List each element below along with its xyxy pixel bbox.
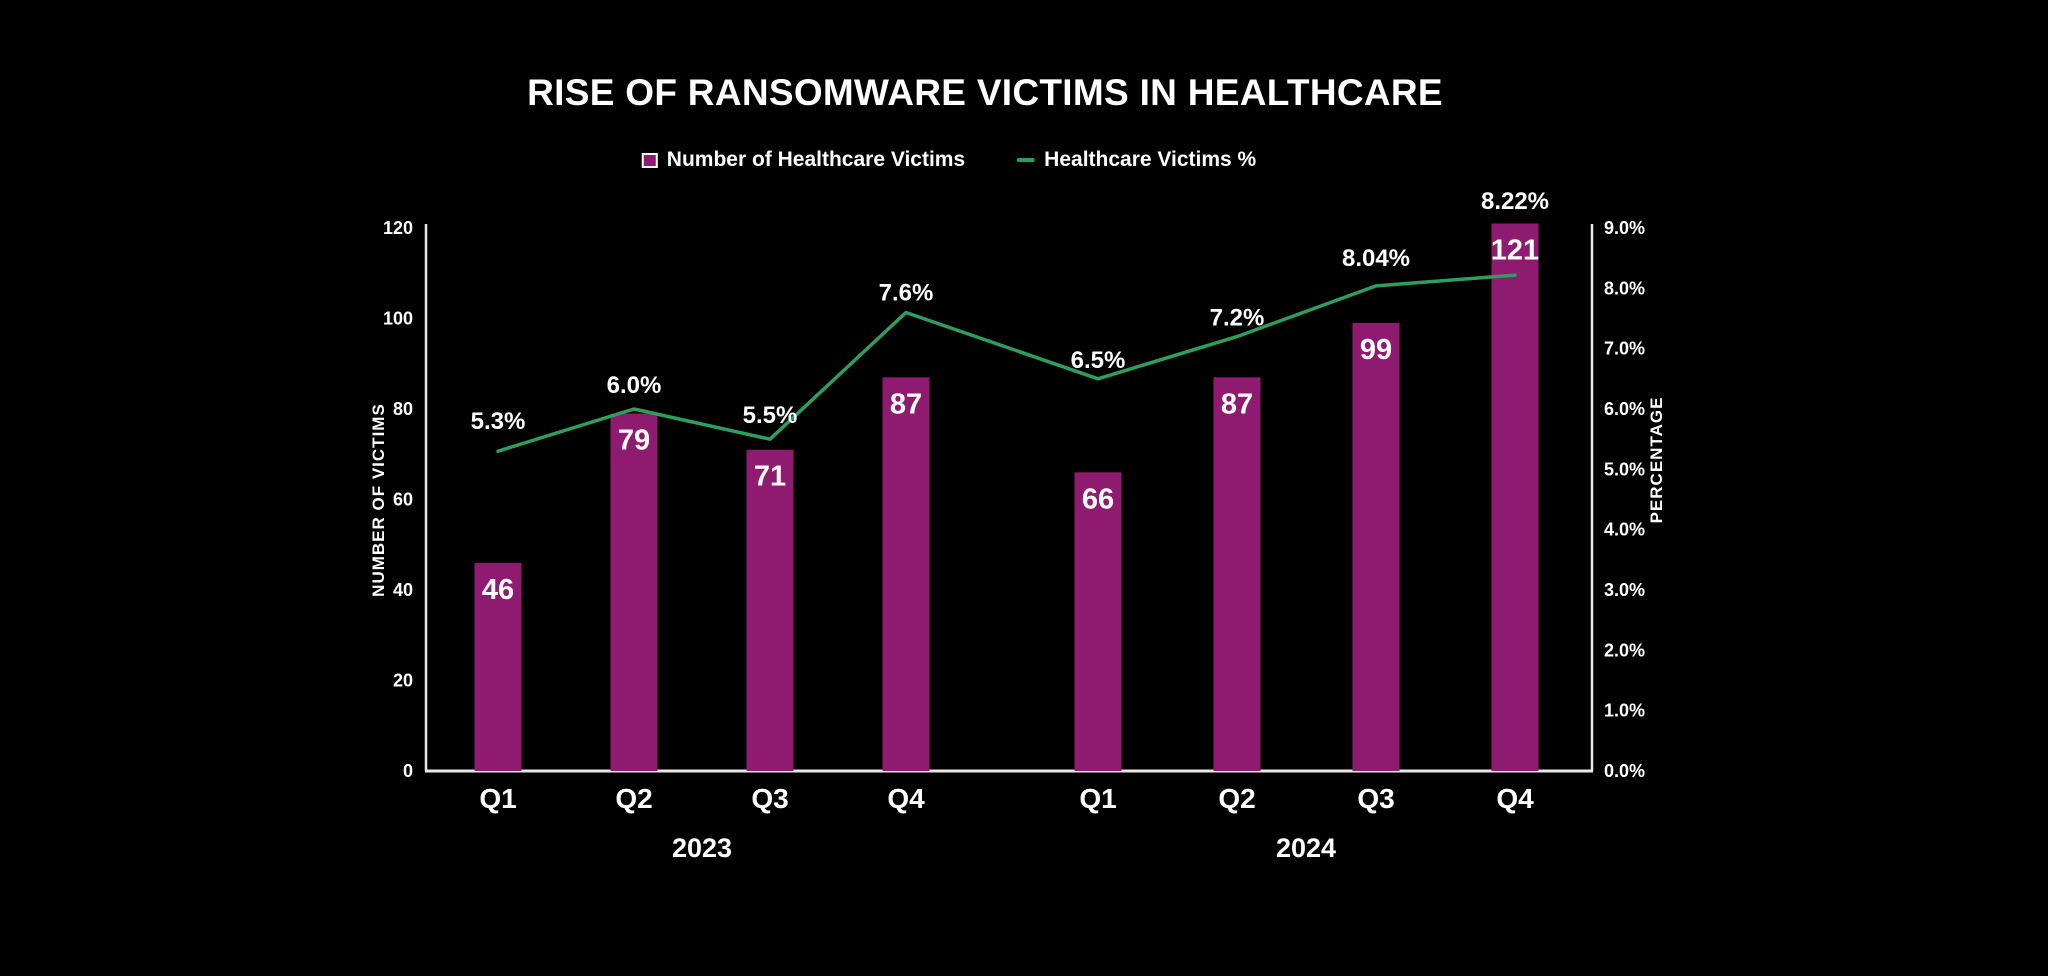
right-axis-tick-label: 2.0% bbox=[1604, 640, 1646, 661]
year-label: 2023 bbox=[671, 833, 733, 863]
victims-bar bbox=[1492, 223, 1539, 771]
quarter-label: Q3 bbox=[751, 783, 789, 814]
quarter-label: Q1 bbox=[479, 783, 517, 814]
bar-value-label: 79 bbox=[617, 424, 651, 457]
victims-bar bbox=[1214, 377, 1261, 771]
year-label: 2024 bbox=[1275, 833, 1337, 863]
legend-label-victims: Number of Healthcare Victims bbox=[666, 148, 966, 171]
left-axis-tick-label: 20 bbox=[392, 670, 413, 691]
quarter-label: Q4 bbox=[887, 783, 925, 814]
quarter-label: Q2 bbox=[615, 783, 653, 814]
right-axis-tick-label: 1.0% bbox=[1604, 700, 1646, 721]
bar-value-label: 121 bbox=[1490, 234, 1540, 267]
left-axis-tick-label: 40 bbox=[392, 580, 413, 600]
right-axis-tick-label: 0.0% bbox=[1604, 761, 1646, 781]
left-axis-tick-label: 0 bbox=[402, 761, 413, 781]
line-point-label: 5.3% bbox=[470, 408, 526, 436]
bar-value-label: 87 bbox=[1220, 388, 1254, 421]
left-axis-tick-label: 80 bbox=[392, 399, 413, 419]
victims-bar bbox=[883, 377, 930, 771]
right-axis-tick-label: 8.0% bbox=[1604, 278, 1646, 299]
bar-value-label: 46 bbox=[481, 573, 515, 606]
victims-bar bbox=[611, 414, 658, 771]
chart-title: RISE OF RANSOMWARE VICTIMS IN HEALTHCARE bbox=[527, 72, 1443, 113]
left-axis-tick-label: 100 bbox=[382, 308, 413, 329]
left-axis-tick-label: 120 bbox=[382, 218, 413, 238]
right-axis-tick-label: 6.0% bbox=[1604, 399, 1646, 419]
right-axis-tick-label: 3.0% bbox=[1604, 580, 1646, 600]
line-point-label: 6.0% bbox=[606, 372, 662, 399]
quarter-label: Q2 bbox=[1218, 783, 1256, 814]
left-axis-title: NUMBER OF VICTIMS bbox=[369, 403, 388, 597]
right-axis-tick-label: 5.0% bbox=[1604, 459, 1646, 480]
bar-value-label: 71 bbox=[753, 460, 787, 493]
victims-bar bbox=[747, 450, 794, 771]
right-axis-tick-label: 7.0% bbox=[1604, 338, 1646, 359]
quarter-label: Q4 bbox=[1496, 783, 1534, 814]
quarter-label: Q1 bbox=[1079, 783, 1117, 814]
line-point-label: 5.5% bbox=[742, 402, 798, 430]
victims-bar bbox=[1075, 472, 1122, 771]
bar-value-label: 99 bbox=[1359, 334, 1393, 367]
bar-value-label: 66 bbox=[1081, 483, 1115, 516]
legend-label-percentage: Healthcare Victims % bbox=[1044, 148, 1257, 171]
line-point-label: 8.22% bbox=[1480, 188, 1550, 216]
line-point-label: 7.6% bbox=[878, 279, 934, 307]
quarter-label: Q3 bbox=[1357, 783, 1395, 814]
right-axis-title: PERCENTAGE bbox=[1647, 396, 1666, 524]
left-axis-tick-label: 60 bbox=[392, 489, 413, 510]
line-point-label: 6.5% bbox=[1070, 346, 1126, 374]
line-point-label: 8.04% bbox=[1341, 244, 1411, 272]
right-axis-tick-label: 4.0% bbox=[1604, 519, 1646, 540]
victims-bar bbox=[1353, 323, 1400, 771]
line-point-label: 7.2% bbox=[1209, 304, 1265, 332]
bar-value-label: 87 bbox=[889, 388, 923, 421]
right-axis-tick-label: 9.0% bbox=[1604, 218, 1646, 238]
